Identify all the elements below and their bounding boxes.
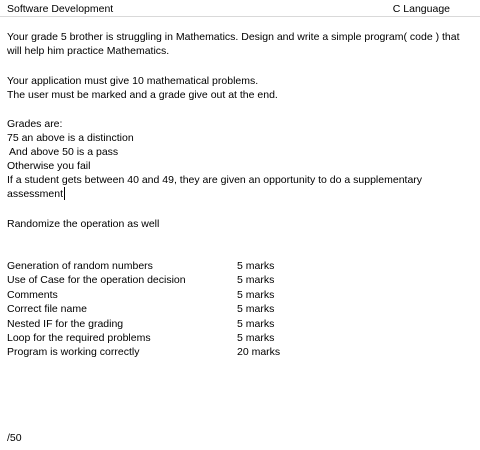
- course-title: Software Development: [7, 3, 114, 15]
- grade-supplementary-cont[interactable]: [7, 187, 470, 201]
- marking-value: 5 marks: [237, 274, 275, 287]
- marking-item: Comments: [7, 288, 58, 301]
- grade-fail: Otherwise you fail: [7, 160, 91, 172]
- marking-row: [7, 331, 307, 345]
- grade-supplementary-text: assessment: [7, 188, 64, 200]
- marking-value: 5 marks: [237, 288, 275, 301]
- requirement-line: The user must be marked and a grade give out at the end.: [7, 89, 278, 101]
- text-cursor: [64, 187, 65, 200]
- marking-row: [7, 302, 307, 316]
- marking-row: [7, 288, 307, 302]
- marking-item: Loop for the required problems: [7, 331, 151, 344]
- intro-paragraph: [7, 30, 470, 58]
- marking-value: 5 marks: [237, 260, 275, 272]
- total-marks: /50: [7, 432, 22, 444]
- randomize-line: Randomize the operation as well: [7, 218, 160, 230]
- marking-row: [7, 259, 307, 273]
- marking-row: [7, 317, 307, 331]
- grade-supplementary: If a student gets between 40 and 49, they are given an opportunity to do a supplementary: [7, 174, 423, 186]
- intro-line: Your grade 5 brother is struggling in Mathematics. Design and write a simple program( code ) that: [7, 31, 460, 43]
- marking-value: 20 marks: [237, 346, 281, 359]
- grade-pass: And above 50 is a pass: [9, 146, 119, 158]
- grade-distinction: 75 an above is a distinction: [7, 132, 134, 144]
- intro-line: will help him practice Mathematics.: [7, 45, 170, 57]
- grades-heading: Grades are:: [7, 118, 63, 130]
- marking-value: 5 marks: [237, 331, 275, 344]
- marking-value: 5 marks: [237, 303, 275, 316]
- marking-row: [7, 273, 307, 287]
- marking-item: Nested IF for the grading: [7, 317, 124, 330]
- language-label: C Language: [392, 3, 450, 15]
- marking-item: Use of Case for the operation decision: [7, 274, 186, 287]
- grades-section: [7, 117, 470, 201]
- marking-value: 5 marks: [237, 317, 275, 330]
- marking-item: Correct file name: [7, 303, 87, 316]
- requirement-line: Your application must give 10 mathematical problems.: [7, 75, 259, 87]
- randomize-note: [7, 217, 470, 231]
- requirements-paragraph: [7, 74, 470, 102]
- marking-row: [7, 345, 307, 359]
- document-header: [0, 2, 480, 17]
- marking-item: Program is working correctly: [7, 346, 140, 359]
- marking-item: Generation of random numbers: [7, 260, 153, 272]
- marking-scheme: [7, 259, 307, 360]
